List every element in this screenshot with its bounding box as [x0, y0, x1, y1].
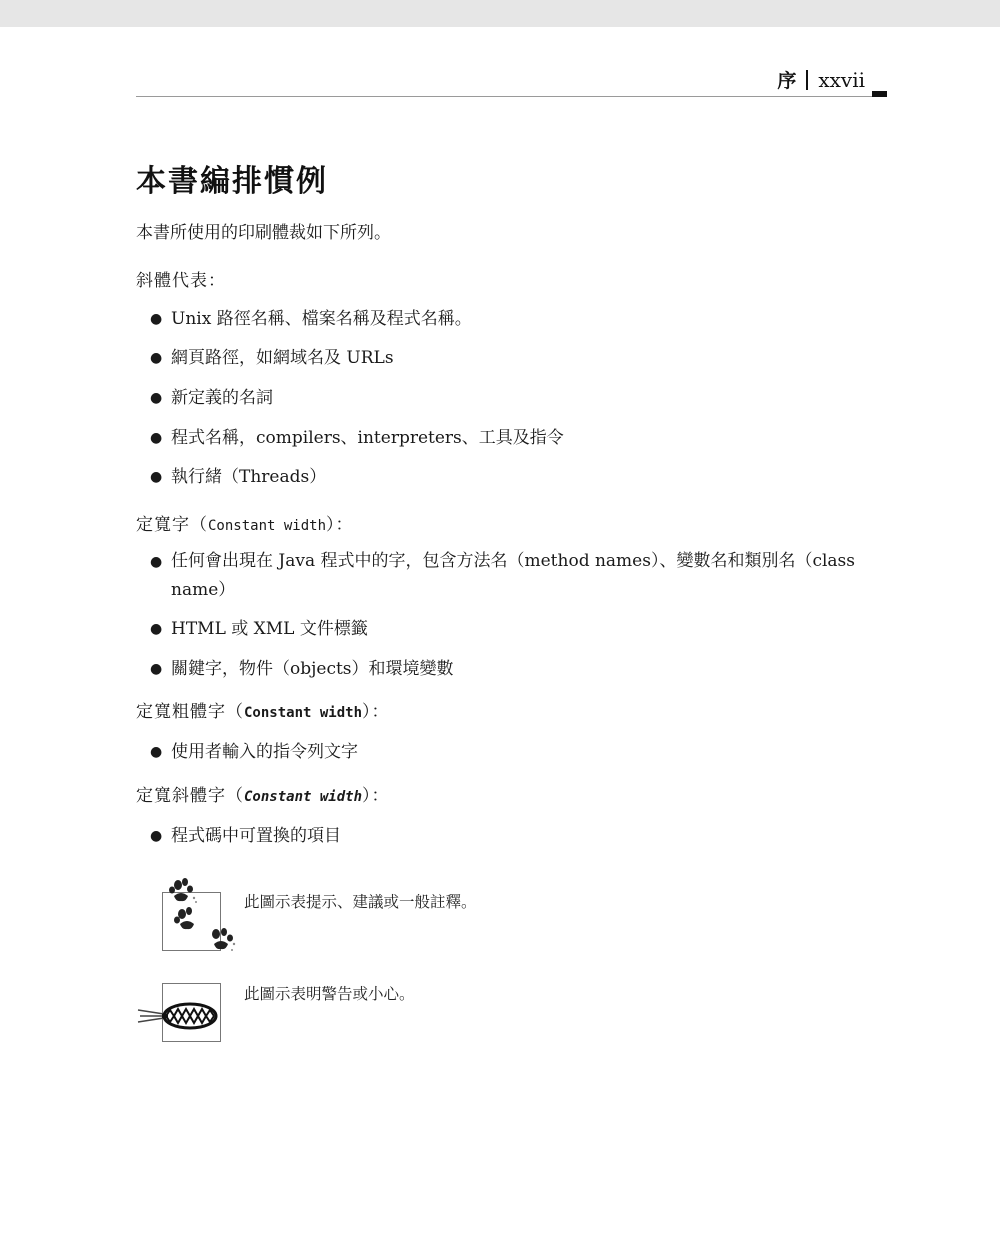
header-chapter: 序 [777, 70, 797, 92]
bullet-dot: ● [150, 311, 163, 327]
italic-label: 斜體代表： [136, 271, 226, 291]
running-header [136, 64, 887, 97]
header-right [777, 66, 865, 93]
bullet-dot: ● [150, 621, 163, 637]
list-item-text: 網頁路徑，如網域名及 URLs [171, 348, 394, 368]
list-item-text: 新定義的名詞 [171, 388, 273, 408]
label-code: Constant width [244, 789, 363, 805]
tip-note-text: 此圖示表提示、建議或一般註釋。 [244, 893, 477, 911]
label-prefix: 定寬斜體字（ [136, 786, 244, 806]
label-suffix: ）： [326, 515, 354, 535]
constant-width-label [136, 510, 354, 535]
list-item-text: 程式碼中可置換的項目 [171, 826, 341, 846]
list-item-text: 關鍵字，物件（objects）和環境變數 [171, 659, 454, 679]
bullet-dot: ● [150, 828, 163, 844]
bullet-dot: ● [150, 661, 163, 677]
list-item-text: 任何會出現在 Java 程式中的字，包含方法名（method names）、變數名和類別名（class name） [171, 551, 856, 600]
label-prefix: 定寬字（ [136, 515, 208, 535]
page-number: xxvii [818, 68, 865, 92]
warning-note-text: 此圖示表明警告或小心。 [244, 985, 415, 1003]
bear-trap-icon [136, 996, 222, 1036]
list-item-text: 使用者輸入的指令列文字 [171, 742, 358, 762]
paw-prints-icon [158, 872, 242, 960]
list-item-text: 程式名稱，compilers、interpreters、工具及指令 [171, 428, 564, 448]
constant-width-bold-italic-label [136, 781, 390, 806]
constant-width-bold-label [136, 697, 390, 722]
header-mark [872, 91, 887, 97]
label-code: Constant width [244, 705, 363, 721]
intro-paragraph: 本書所使用的印刷體裁如下所列。 [136, 223, 391, 243]
bullet-dot: ● [150, 554, 163, 570]
label-prefix: 定寬粗體字（ [136, 702, 244, 722]
list-item-text: HTML 或 XML 文件標籤 [171, 619, 368, 639]
bullet-dot: ● [150, 350, 163, 366]
top-bar [0, 0, 1000, 27]
bullet-dot: ● [150, 469, 163, 485]
list-item-text: Unix 路徑名稱、檔案名稱及程式名稱。 [171, 309, 472, 329]
header-separator [806, 70, 808, 90]
list-item-text: 執行緒（Threads） [171, 467, 327, 487]
section-title: 本書編排慣例 [136, 164, 328, 199]
label-suffix: ）： [362, 786, 390, 806]
bullet-dot: ● [150, 430, 163, 446]
bullet-dot: ● [150, 390, 163, 406]
bullet-dot: ● [150, 744, 163, 760]
label-code: Constant width [208, 518, 327, 534]
label-suffix: ）： [362, 702, 390, 722]
